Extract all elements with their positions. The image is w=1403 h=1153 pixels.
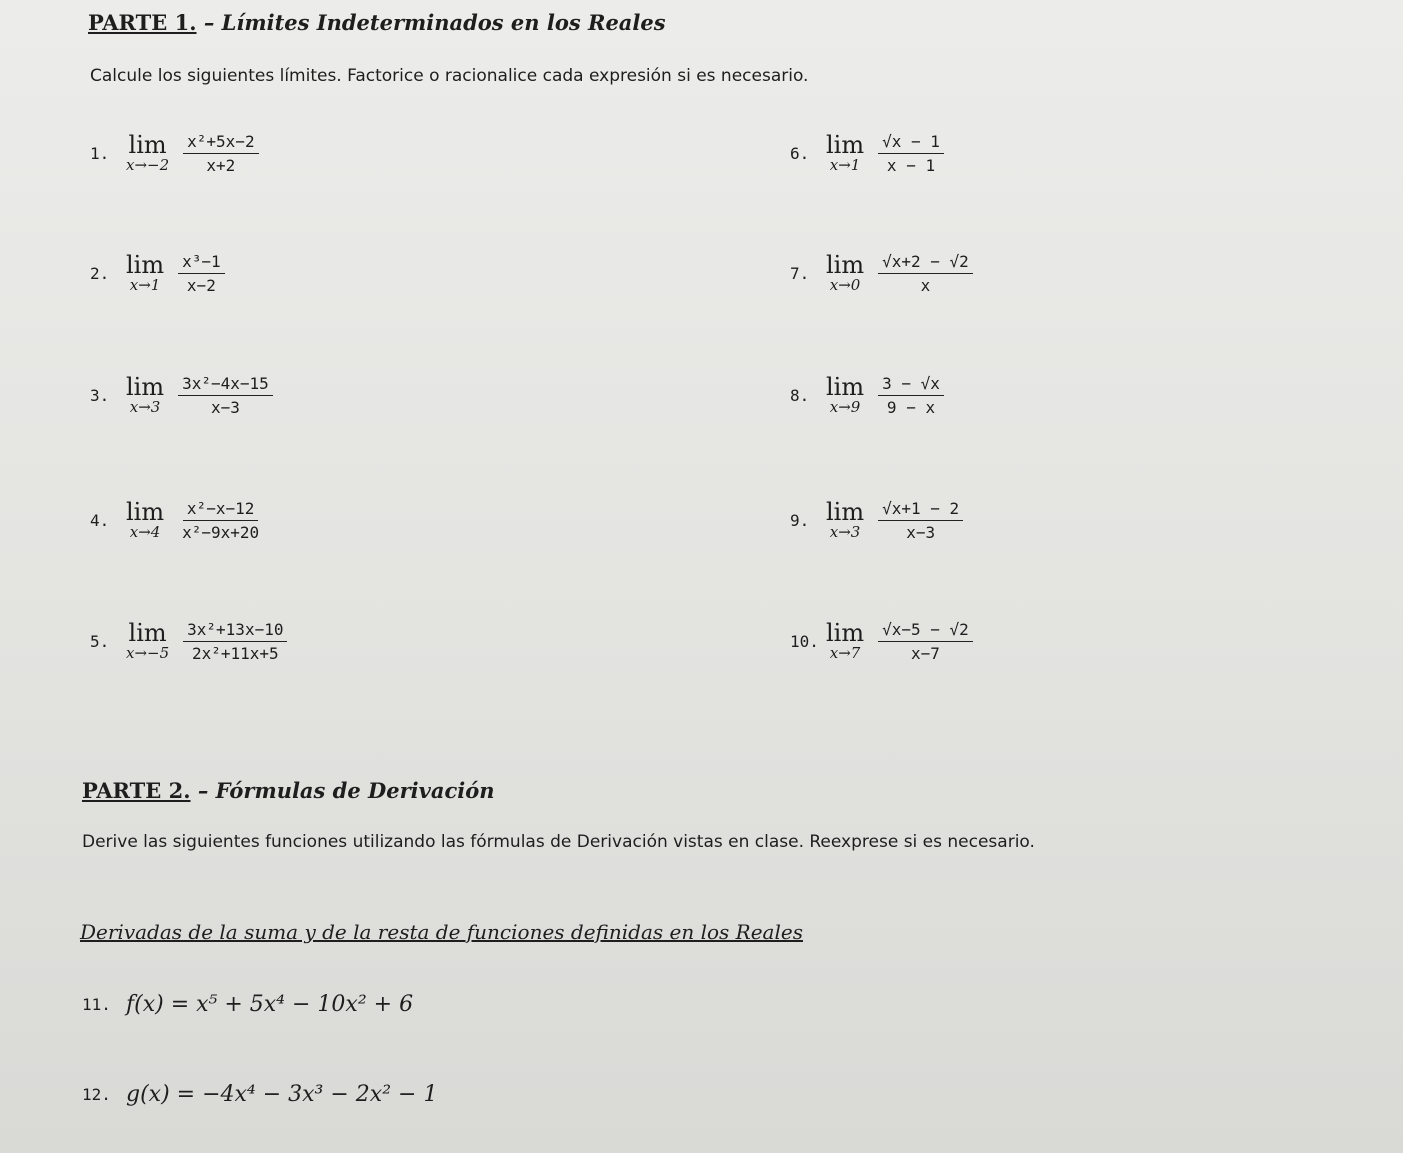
limit-operator: lim x→7 [826, 619, 865, 662]
problem-number: 5. [90, 632, 110, 651]
denominator: 9 − x [886, 398, 936, 417]
numerator: x³−1 [178, 250, 225, 274]
fraction [178, 497, 263, 544]
fraction [183, 618, 287, 665]
denominator: x+2 [206, 156, 236, 175]
limit-operator: lim x→3 [826, 498, 865, 541]
problem-number: 8. [790, 386, 810, 405]
fraction [878, 130, 944, 177]
numerator: 3x²+13x−10 [183, 618, 287, 642]
problem-number: 10. [790, 632, 819, 651]
fraction [878, 618, 973, 665]
denominator: x − 1 [886, 156, 936, 175]
problem-6 [790, 130, 944, 177]
part1-title: – Límites Indeterminados en los Reales [196, 10, 666, 35]
fraction [178, 372, 273, 419]
problem-3 [90, 372, 273, 419]
limit-operator: lim x→4 [126, 498, 165, 541]
function-expression: g(x) = −4x⁴ − 3x³ − 2x² − 1 [126, 1082, 438, 1107]
problem-number: 3. [90, 386, 110, 405]
numerator: x²+5x−2 [183, 130, 258, 154]
limit-operator: lim x→1 [126, 251, 165, 294]
problem-11 [82, 992, 413, 1017]
part2-label: PARTE 2. [82, 778, 191, 803]
numerator: √x − 1 [878, 130, 944, 154]
numerator: √x−5 − √2 [878, 618, 973, 642]
problem-1 [90, 130, 259, 177]
numerator: x²−x−12 [183, 497, 258, 521]
numerator: √x+2 − √2 [878, 250, 973, 274]
problem-4 [90, 497, 263, 544]
denominator: x−3 [906, 523, 936, 542]
part2-title: – Fórmulas de Derivación [190, 778, 495, 803]
fraction [878, 250, 973, 297]
problem-2 [90, 250, 225, 297]
limit-operator: lim x→−2 [126, 131, 170, 174]
denominator: x−2 [186, 276, 216, 295]
limit-operator: lim x→−5 [126, 619, 170, 662]
denominator: x−7 [911, 644, 940, 663]
numerator: 3x²−4x−15 [178, 372, 273, 396]
limit-operator: lim x→0 [826, 251, 865, 294]
problem-9 [790, 497, 963, 544]
problem-5 [90, 618, 287, 665]
problem-number: 4. [90, 511, 110, 530]
problem-8 [790, 372, 944, 419]
part1-label: PARTE 1. [88, 10, 197, 35]
limit-operator: lim x→1 [826, 131, 865, 174]
problem-number: 1. [90, 144, 110, 163]
problem-number: 6. [790, 144, 810, 163]
denominator: x−3 [211, 398, 240, 417]
limit-operator: lim x→9 [826, 373, 865, 416]
fraction [878, 372, 944, 419]
part1-heading [88, 10, 666, 35]
problem-7 [790, 250, 973, 297]
problem-number: 2. [90, 264, 110, 283]
part1-instruction: Calcule los siguientes límites. Factorice o racionalice cada expresión si es necesario. [90, 66, 809, 86]
problem-number: 9. [790, 511, 810, 530]
fraction [183, 130, 258, 177]
part2-subheading: Derivadas de la suma y de la resta de funciones definidas en los Reales [80, 920, 803, 944]
denominator: x²−9x+20 [182, 523, 260, 542]
part2-heading [82, 778, 495, 803]
function-expression: f(x) = x⁵ + 5x⁴ − 10x² + 6 [126, 992, 414, 1017]
part2-instruction: Derive las siguientes funciones utilizando las fórmulas de Derivación vistas en clase. Reexprese si es necesario. [82, 832, 1035, 852]
problem-number: 7. [790, 264, 810, 283]
numerator: 3 − √x [878, 372, 944, 396]
problem-number: 11. [82, 995, 111, 1014]
fraction [178, 250, 225, 297]
problem-number: 12. [82, 1085, 111, 1104]
denominator: 2x²+11x+5 [191, 644, 279, 663]
limit-operator: lim x→3 [126, 373, 165, 416]
problem-10 [790, 618, 973, 665]
denominator: x [920, 276, 931, 295]
fraction [878, 497, 963, 544]
problem-12 [82, 1082, 437, 1107]
numerator: √x+1 − 2 [878, 497, 963, 521]
